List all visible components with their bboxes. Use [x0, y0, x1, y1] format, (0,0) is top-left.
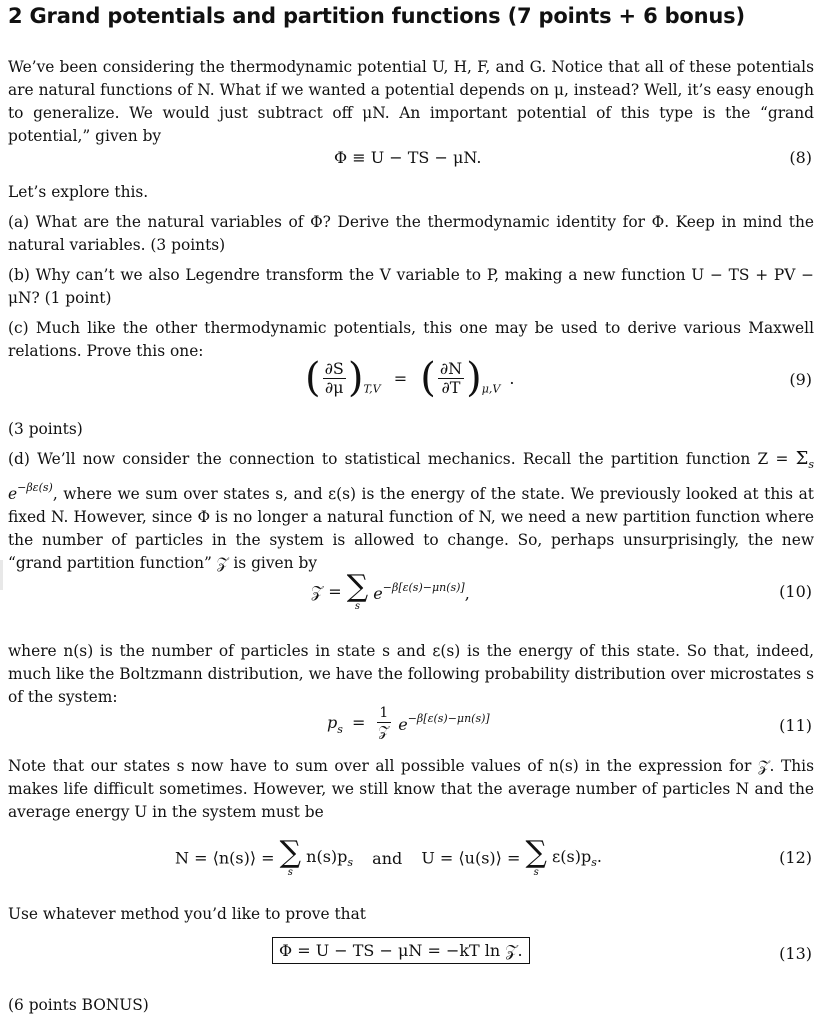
boxed-result: Φ = U − TS − μN = −kT ln 𝒵. [272, 937, 530, 964]
use-line: Use whatever method you’d like to prove that [8, 905, 366, 923]
intro-paragraph: We’ve been considering the thermodynamic potential U, H, F, and G. Notice that all of these potentials are natural functions of N. What if we wanted a potential depends on μ, instead? Well, it’s easy enough to generalize. We would just subtract off μN. An important potential of this type is the “grand potential,” given by [8, 58, 814, 145]
equation-12-number: (12) [779, 848, 812, 867]
equation-9-body: ( $\frac{\partial S}{\partial\mu}$ )$_{T,V}$ = ( $\frac{\partial N}{\partial T}$ )$_{\mu,V}$ . [305, 355, 515, 401]
equation-12 [0, 835, 831, 888]
equation-10-number: (10) [779, 582, 812, 601]
equation-11-body: $p_s$ = $\frac{1}{\text{𝒵}}$ $e^{-\beta[\varepsilon(s)-\mu n(s)]}$ [327, 705, 490, 740]
equation-10 [0, 569, 831, 620]
part-b: (b) Why can’t we also Legendre transform the V variable to P, making a new function U − TS + PV − μN? (1 point) [8, 266, 814, 307]
equation-8-body: Φ ≡ U − TS − μN. [334, 148, 482, 167]
part-d: (d) We’ll now consider the connection to statistical mechanics. Recall the partition function $Z = \Sigma_s$ $e^{-\beta\varepsilon(s)}$, where we sum over states s, and ε(s) is the energy of the state. We previously looked at this at fixed N. However, since Φ is no longer a natural function of N, we need a new partition function where the number of particles in the system is allowed to change. So, perhaps unsurprisingly, the new “grand partition function” 𝒵 is given by [8, 448, 814, 572]
eq9-lhs-fraction: $\frac{\partial S}{\partial\mu}$ [324, 358, 344, 397]
equation-9 [0, 356, 831, 412]
equation-8-number: (8) [789, 148, 812, 167]
after-equation-10: where n(s) is the number of particles in state s and ε(s) is the energy of this state. So that, indeed, much like the Boltzmann distribution, we have the following probability distribution over microstates s of the system: [8, 642, 814, 706]
note-paragraph: Note that our states s now have to sum over all possible values of n(s) in the expression for 𝒵. This makes life difficult sometimes. However, we still know that the average number of particles N and the average energy U in the system must be [8, 757, 814, 821]
explore-line: Let’s explore this. [8, 183, 149, 201]
part-a: (a) What are the natural variables of Φ? Derive the thermodynamic identity for Φ. Keep in mind the natural variables. (3 points) [8, 213, 814, 254]
equation-12-body: N = ⟨n(s)⟩ = ∑ s $n(s)p_s$ and U = ⟨u(s)⟩ = ∑ s $\varepsilon(s)p_s$. [175, 835, 602, 878]
equation-11 [0, 704, 831, 750]
bonus-line: (6 points BONUS) [8, 996, 149, 1014]
equation-9-number: (9) [789, 370, 812, 389]
section-heading: 2 Grand potentials and partition functions (7 points + 6 bonus) [8, 4, 745, 28]
equation-10-body: 𝒵 = ∑ s $e^{-\beta[\varepsilon(s)-\mu n(s)]}$, [311, 569, 470, 612]
equation-11-number: (11) [779, 716, 812, 735]
equation-13-body [272, 941, 530, 961]
equation-13-number: (13) [779, 944, 812, 963]
eq9-rhs-fraction: $\frac{\partial N}{\partial T}$ [439, 358, 463, 397]
part-c: (c) Much like the other thermodynamic potentials, this one may be used to derive various Maxwell relations. Prove this one: [8, 319, 814, 360]
equation-8 [0, 148, 831, 172]
part-c-points: (3 points) [8, 420, 83, 438]
equation-13 [0, 941, 831, 971]
